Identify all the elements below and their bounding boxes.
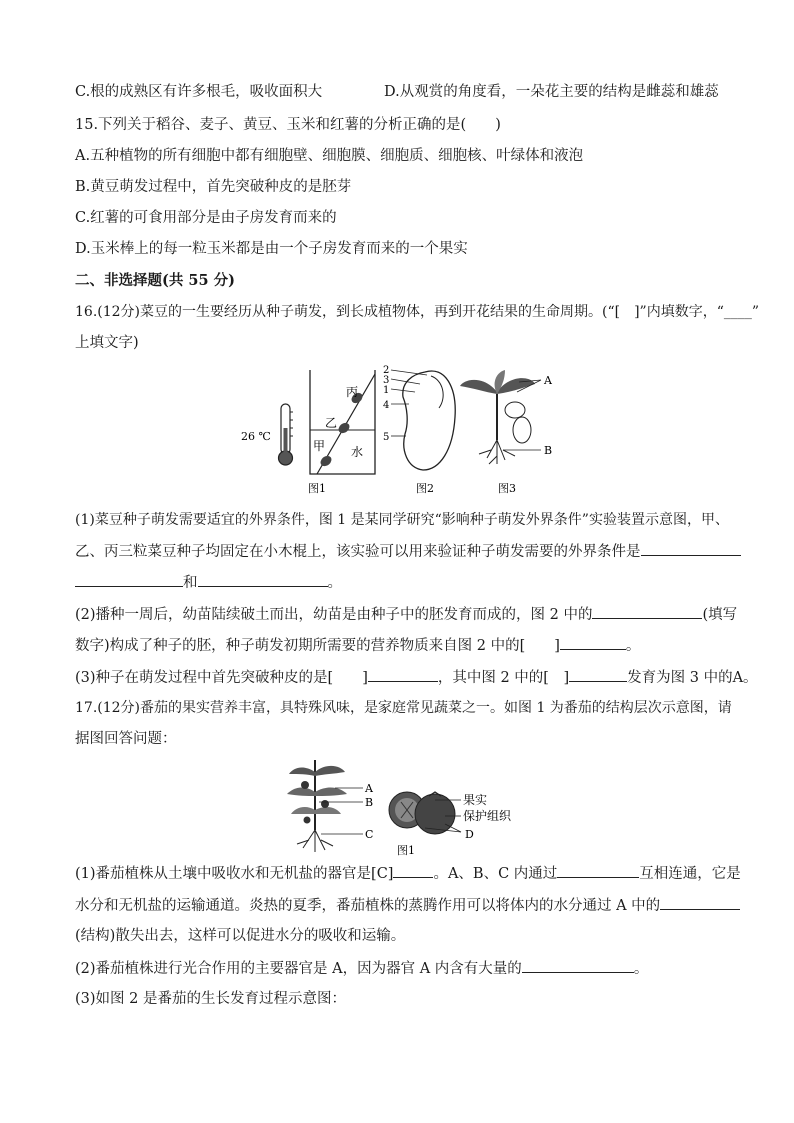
q17-part3: (3)如图 2 是番茄的生长发育过程示意图： [75, 991, 346, 1007]
fig3-label-b: B [544, 444, 553, 457]
fig2-num-2: 2 [383, 365, 390, 376]
answer-blank[interactable] [569, 667, 627, 682]
q17-fig-caption: 图1 [397, 844, 415, 857]
thermometer-icon [279, 404, 294, 465]
q16-part2-text-b: (填写 [702, 607, 738, 623]
q15-stem: 15.下列关于稻谷、麦子、黄豆、玉米和红薯的分析正确的是( ) [75, 117, 501, 133]
q16-part1-line1: (1)菜豆种子萌发需要适宜的外界条件，图 1 是某同学研究“影响种子萌发外界条件”实验装置示意图，甲、 [75, 512, 729, 528]
answer-blank[interactable] [75, 572, 183, 587]
q16-stem: 16.(12分)菜豆的一生要经历从种子萌发，到长成植物体，再到开花结果的生命周期。(“[ ]”内填数字，“____” [75, 304, 760, 320]
q17-part1-text-a: (1)番茄植株从土壤中吸收水和无机盐的器官是[C] [75, 866, 394, 882]
fig2-num-4: 4 [383, 400, 390, 411]
seedling-diagram [460, 370, 541, 464]
q17-fig-label-c: C [365, 828, 374, 841]
q16-part2-line2 [75, 635, 640, 656]
bean-seed-diagram [391, 370, 455, 470]
answer-blank[interactable] [660, 895, 740, 910]
fig1-label-jia: 甲 [313, 439, 326, 453]
q17-part1-text-b: 。A、B、C 内通过 [433, 866, 558, 882]
q14-option-c: C.根的成熟区有许多根毛，吸收面积大 [75, 84, 323, 100]
q15-option-a: A.五种植物的所有细胞中都有细胞壁、细胞膜、细胞质、细胞核、叶绿体和液泡 [75, 148, 584, 164]
answer-blank[interactable] [557, 863, 639, 878]
answer-blank[interactable] [592, 604, 702, 619]
q16-part1-line2 [75, 541, 741, 562]
answer-blank[interactable] [560, 635, 626, 650]
q17-fig-label-d: D [465, 828, 474, 841]
answer-blank[interactable] [641, 541, 741, 556]
q16-part1-text: 乙、丙三粒菜豆种子均固定在小木棍上，该实验可以用来验证种子萌发需要的外界条件是 [75, 544, 641, 560]
q15-option-d: D.玉米棒上的每一粒玉米都是由一个子房发育而来的一个果实 [75, 241, 468, 257]
q17-stem: 17.(12分)番茄的果实营养丰富，具特殊风味，是家庭常见蔬菜之一。如图 1 为番茄的结构层次示意图，请 [75, 700, 732, 716]
q16-part3-text-b: ，其中图 2 中的[ ] [437, 670, 570, 686]
fig3-label-a: A [544, 374, 552, 387]
fig2-num-3: 3 [383, 375, 390, 386]
q15-option-b: B.黄豆萌发过程中，首先突破种皮的是胚芽 [75, 179, 352, 195]
q14-option-d: D.从观赏的角度看，一朵花主要的结构是雌蕊和雄蕊 [384, 84, 719, 100]
q16-part3-text-a: (3)种子在萌发过程中首先突破种皮的是[ ] [75, 670, 368, 686]
q15-option-c: C.红薯的可食用部分是由子房发育而来的 [75, 210, 337, 226]
q17-part1-line3: (结构)散失出去，这样可以促进水分的吸收和运输。 [75, 928, 406, 944]
q16-part1-and: 和 [183, 575, 198, 591]
q16-figures [235, 362, 565, 497]
q17-part2-end: 。 [633, 961, 649, 977]
q16-part2-text: (2)播种一周后，幼苗陆续破土而出，幼苗是由种子中的胚发育而成的，图 2 中的 [75, 607, 593, 623]
q16-part1-line3 [75, 572, 342, 593]
fig1-label-yi: 乙 [325, 416, 338, 430]
fig2-num-5: 5 [383, 432, 390, 443]
fig1-temp-label: 26 ℃ [241, 430, 271, 443]
q17-fig-label-tissue: 保护组织 [463, 809, 512, 823]
section-title: 二、非选择题(共 55 分) [75, 272, 235, 289]
q17-fig-label-a: A [365, 782, 373, 795]
q17-figure [285, 752, 525, 857]
fig1-label-water: 水 [351, 445, 364, 459]
tomato-fruit-diagram [389, 792, 461, 834]
q17-part2-text: (2)番茄植株进行光合作用的主要器官是 A，因为器官 A 内含有大量的 [75, 961, 522, 977]
fig2-num-1: 1 [383, 385, 390, 396]
q16-part1-end: 。 [327, 575, 342, 591]
beaker [310, 370, 375, 474]
q17-part1-text-c: 互相连通，它是 [639, 866, 741, 882]
q17-part1-line2 [75, 895, 740, 916]
tomato-plant-diagram [287, 760, 363, 852]
answer-blank[interactable] [393, 863, 433, 878]
answer-blank[interactable] [198, 572, 328, 587]
q17-fig-label-b: B [365, 796, 374, 809]
q17-part1-text-d: 水分和无机盐的运输通道。炎热的夏季，番茄植株的蒸腾作用可以将体内的水分通过 A 中的 [75, 898, 661, 914]
q16-stem-cont: 上填文字) [75, 335, 139, 351]
fig1-label-bing: 丙 [346, 385, 359, 399]
q17-stem-cont: 据图回答问题： [75, 731, 177, 747]
fig2-caption: 图2 [416, 482, 434, 495]
fig3-caption: 图3 [498, 482, 516, 495]
q17-part1-line1 [75, 863, 741, 884]
q16-part2-line1 [75, 604, 737, 625]
answer-blank[interactable] [522, 958, 634, 973]
q16-part2-text-c: 数字)构成了种子的胚，种子萌发初期所需要的营养物质来自图 2 中的[ ] [75, 638, 560, 654]
answer-blank[interactable] [368, 667, 438, 682]
fig1-caption: 图1 [308, 482, 326, 495]
q16-part2-end: 。 [625, 638, 641, 654]
q17-part2 [75, 958, 648, 979]
q16-part3-text-c: 发育为图 3 中的A。 [627, 670, 758, 686]
q16-part3 [75, 667, 758, 688]
q17-fig-label-fruit: 果实 [463, 793, 488, 807]
